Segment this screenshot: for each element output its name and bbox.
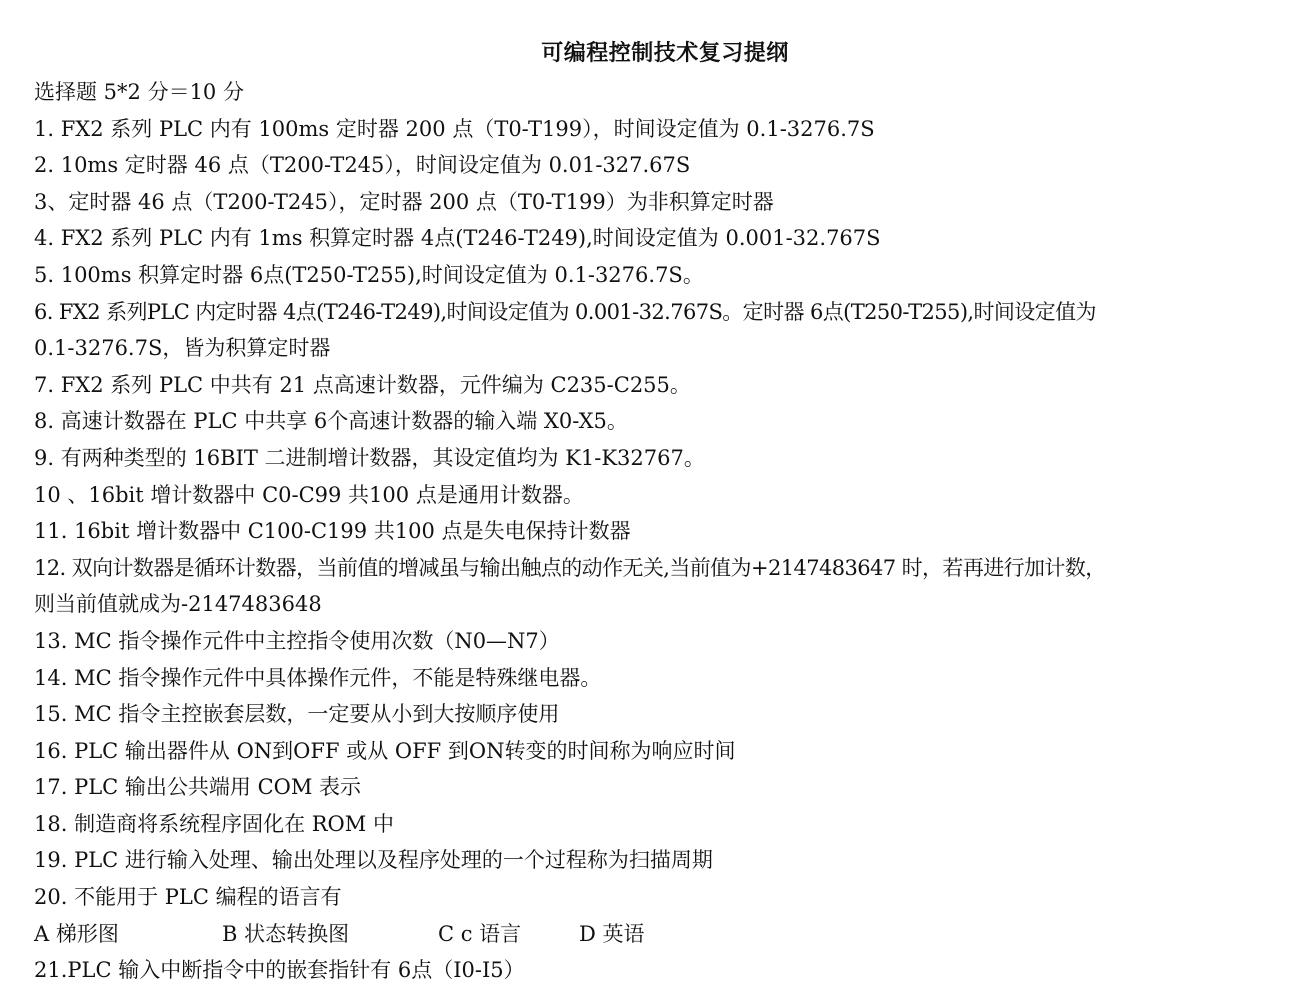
q20-options — [34, 916, 1304, 953]
outline-line-10: 10 、16bit 增计数器中 C0-C99 共100 点是通用计数器。 — [34, 482, 584, 507]
outline-line-11: 11. 16bit 增计数器中 C100-C199 共100 点是失电保持计数器 — [34, 519, 631, 544]
outline-line-15: 15. MC 指令主控嵌套层数，一定要从小到大按顺序使用 — [34, 702, 560, 727]
outline-line-6: 6. FX2 系列PLC 内定时器 4点(T246-T249),时间设定值为 0.001-32.767S。定时器 6点(T250-T255),时间设定值为 — [34, 299, 1096, 324]
outline-line-7: 7. FX2 系列 PLC 中共有 21 点高速计数器，元件编为 C235-C255。 — [34, 372, 691, 397]
outline-line-21: 21.PLC 输入中断指令中的嵌套指针有 6点（I0-I5） — [34, 958, 525, 983]
document-title: 可编程控制技术复习提纲 — [541, 41, 789, 66]
outline-line-13: 13. MC 指令操作元件中主控指令使用次数（N0—N7） — [34, 628, 560, 653]
outline-line-20: 20. 不能用于 PLC 编程的语言有 — [34, 885, 342, 910]
outline-line-17: 17. PLC 输出公共端用 COM 表示 — [34, 775, 362, 800]
option-c: C c 语言 — [438, 921, 522, 946]
outline-line-2: 2. 10ms 定时器 46 点（T200-T245），时间设定值为 0.01-327.67S — [34, 153, 691, 178]
outline-line-3: 3、定时器 46 点（T200-T245），定时器 200 点（T0-T199）为非积算定时器 — [34, 189, 774, 214]
outline-line-19: 19. PLC 进行输入处理、输出处理以及程序处理的一个过程称为扫描周期 — [34, 848, 713, 873]
outline-line-9: 9. 有两种类型的 16BIT 二进制增计数器，其设定值均为 K1-K32767。 — [34, 445, 705, 470]
outline-line-5: 5. 100ms 积算定时器 6点(T250-T255),时间设定值为 0.1-3276.7S。 — [34, 262, 704, 287]
section-heading: 选择题 5*2 分＝10 分 — [34, 80, 244, 104]
outline-line-12: 12. 双向计数器是循环计数器，当前值的增减虽与输出触点的动作无关,当前值为+2147483647 时，若再进行加计数， — [34, 555, 1106, 580]
outline-body — [34, 74, 1304, 989]
outline-line-8: 8. 高速计数器在 PLC 中共享 6个高速计数器的输入端 X0-X5。 — [34, 409, 628, 434]
outline-line-16: 16. PLC 输出器件从 ON到OFF 或从 OFF 到ON转变的时间称为响应时间 — [34, 738, 736, 763]
option-b: B 状态转换图 — [222, 921, 350, 946]
option-a: A 梯形图 — [34, 921, 119, 946]
option-d: D 英语 — [579, 921, 645, 946]
outline-line-12-cont: 则当前值就成为-2147483648 — [34, 592, 322, 617]
outline-line-18: 18. 制造商将系统程序固化在 ROM 中 — [34, 811, 394, 836]
outline-line-4: 4. FX2 系列 PLC 内有 1ms 积算定时器 4点(T246-T249),时间设定值为 0.001-32.767S — [34, 226, 881, 251]
outline-line-6-cont: 0.1-3276.7S，皆为积算定时器 — [34, 336, 331, 361]
outline-line-1: 1. FX2 系列 PLC 内有 100ms 定时器 200 点（T0-T199），时间设定值为 0.1-3276.7S — [34, 116, 875, 141]
outline-line-14: 14. MC 指令操作元件中具体操作元件，不能是特殊继电器。 — [34, 665, 602, 690]
